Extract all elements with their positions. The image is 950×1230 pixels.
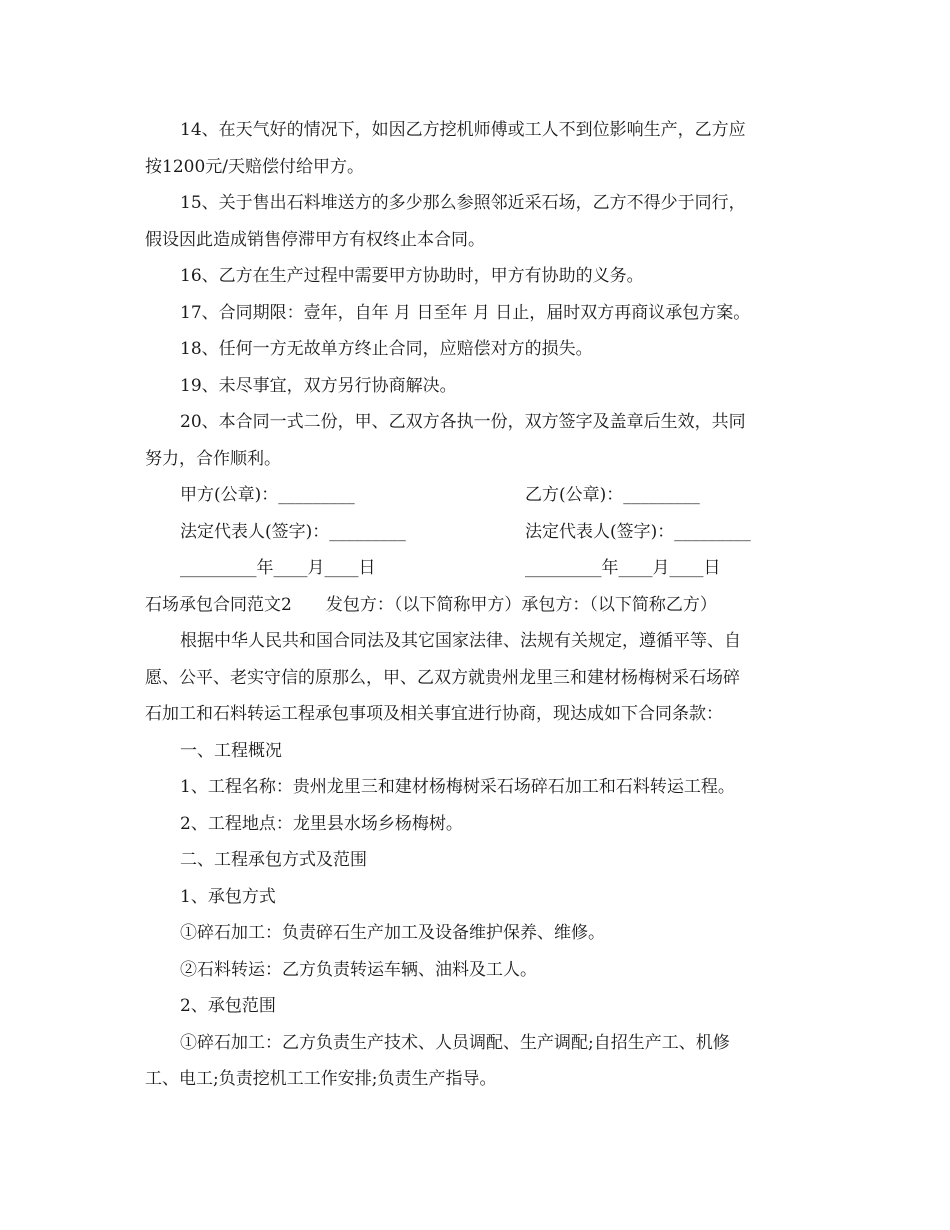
clause-17: 17、合同期限：壹年，自年 月 日至年 月 日止，届时双方再商议承包方案。 [180, 302, 751, 323]
signature-row-rep [145, 514, 800, 551]
section-1-title: 一、工程概况 [180, 740, 282, 761]
clause-20-line1: 20、本合同一式二份，甲、乙双方各执一份，双方签字及盖章后生效，共同 [180, 412, 746, 432]
section-2-sub-1-b: ②石料转运：乙方负责转运车辆、油料及工人。 [180, 959, 537, 980]
clause-15-line2: 假设因此造成销售停滞甲方有权终止本合同。 [145, 229, 485, 250]
section-1-item-2: 2、工程地点：龙里县水场乡杨梅树。 [180, 813, 463, 834]
party-b-representative: 法定代表人(签字)：_________ [525, 521, 751, 542]
clause-19: 19、未尽事宜，双方另行协商解决。 [180, 375, 457, 396]
signature-row-seal [145, 477, 800, 514]
clause-20-line2: 努力，合作顺利。 [145, 448, 281, 469]
party-a-date: _________年____月____日 [180, 558, 376, 578]
party-a-representative: 法定代表人(签字)：_________ [180, 521, 406, 542]
clause-16: 16、乙方在生产过程中需要甲方协助时，甲方有协助的义务。 [180, 266, 644, 286]
party-b-seal: 乙方(公章)：_________ [525, 485, 700, 505]
section-2-sub-2-a-line1: ①碎石加工：乙方负责生产技术、人员调配、生产调配;自招生产工、机修 [180, 1032, 730, 1053]
section-2-sub-1-a: ①碎石加工：负责碎石生产加工及设备维护保养、维修。 [180, 923, 605, 943]
party-a-seal: 甲方(公章)：_________ [180, 485, 355, 505]
section-2-sub-2: 2、承包范围 [180, 996, 276, 1016]
clause-15-line1: 15、关于售出石料堆送方的多少那么参照邻近采石场，乙方不得少于同行， [180, 193, 746, 213]
section-2-title: 二、工程承包方式及范围 [180, 850, 367, 870]
contract2-intro-line3: 石加工和石料转运工程承包事项及相关事宜进行协商，现达成如下合同条款： [145, 704, 723, 724]
clause-18: 18、任何一方无故单方终止合同，应赔偿对方的损失。 [180, 339, 593, 359]
contract2-heading: 石场承包合同范文2 发包方：（以下简称甲方）承包方：（以下简称乙方） [145, 594, 717, 615]
section-1-item-1: 1、工程名称：贵州龙里三和建材杨梅树采石场碎石加工和石料转运工程。 [180, 777, 735, 797]
contract2-intro-line1: 根据中华人民共和国合同法及其它国家法律、法规有关规定，遵循平等、自 [180, 631, 741, 651]
signature-row-date [145, 550, 800, 587]
contract2-intro-line2: 愿、公平、老实守信的原那么，甲、乙双方就贵州龙里三和建材杨梅树采石场碎 [145, 667, 740, 688]
document-page [145, 112, 800, 1098]
section-2-sub-1: 1、承包方式 [180, 886, 276, 907]
section-2-sub-2-a-line2: 工、电工;负责挖机工工作安排;负责生产指导。 [145, 1069, 497, 1089]
clause-14-line1: 14、在天气好的情况下，如因乙方挖机师傅或工人不到位影响生产，乙方应 [180, 120, 746, 140]
clause-14-line2: 按1200元/天赔偿付给甲方。 [145, 156, 364, 177]
party-b-date: _________年____月____日 [525, 558, 721, 578]
